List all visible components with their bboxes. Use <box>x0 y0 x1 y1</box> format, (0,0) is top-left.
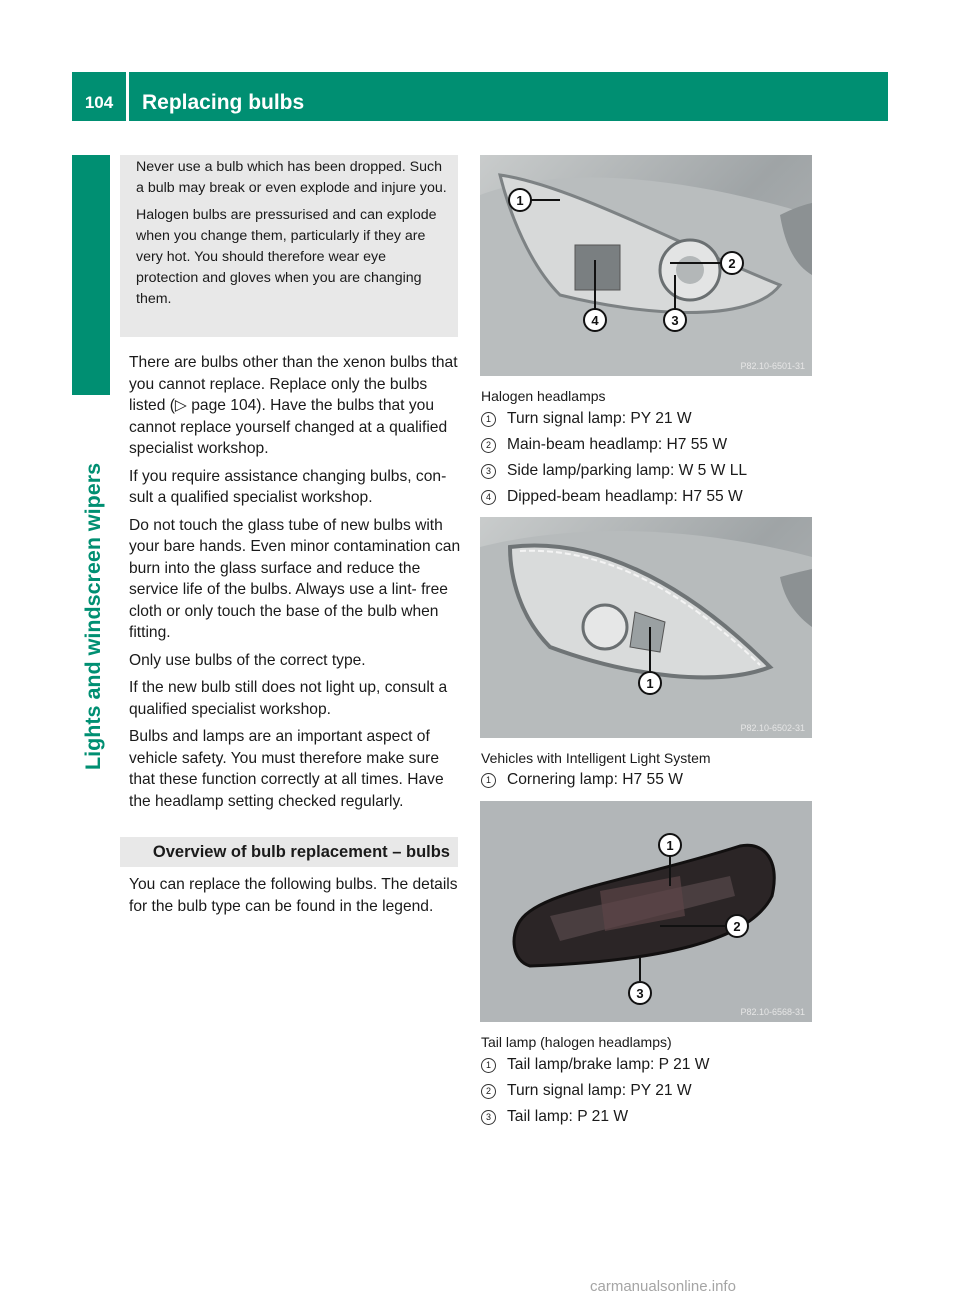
legend-item <box>481 435 727 455</box>
legend-number: 3 <box>481 464 496 479</box>
watermark: carmanualsonline.info <box>590 1278 736 1295</box>
overview-text: You can replace the following bulbs. The details for the bulb type can be found in the legend. <box>129 876 458 915</box>
warning-paragraph: Never use a bulb which has been dropped. Such a bulb may break or even explode and injure you. <box>136 159 447 196</box>
legend-number: 4 <box>481 490 496 505</box>
left-column <box>129 352 461 818</box>
figure-intelligent-light <box>480 517 812 738</box>
body-paragraph: If the new bulb still does not light up, consult a qualified specialist workshop. <box>129 679 448 718</box>
legend-text: Dipped-beam headlamp: H7 55 W <box>507 488 743 505</box>
legend-item <box>481 1055 710 1075</box>
legend-item <box>481 770 683 790</box>
figure-code: P82.10-6501-31 <box>740 361 805 371</box>
callout-label: 1 <box>646 676 654 691</box>
chapter-label-text: Lights and windscreen wipers <box>81 462 105 770</box>
section-heading: Overview of bulb replacement – bulbs <box>120 837 458 867</box>
figure-caption: Halogen headlamps <box>481 388 606 404</box>
legend-number: 2 <box>481 1084 496 1099</box>
legend-text: Main-beam headlamp: H7 55 W <box>507 436 728 453</box>
body-paragraph: There are bulbs other than the xenon bulbs that you cannot replace. Replace only the bulbs listed (▷ page 104). Have the bulbs that you cannot replace yourself changed at a qualified specialist workshop. <box>129 354 458 457</box>
body-paragraph: Bulbs and lamps are an important aspect of vehicle safety. You must therefore make sure that these function correctly at all times. Have the headlamp setting checked regularly. <box>129 728 444 810</box>
figure-caption: Vehicles with Intelligent Light System <box>481 750 711 766</box>
body-paragraph: If you require assistance changing bulbs, con- sult a qualified specialist workshop. <box>129 467 447 506</box>
legend-text: Tail lamp: P 21 W <box>507 1108 629 1125</box>
legend-item <box>481 1107 628 1127</box>
body-paragraph: Only use bulbs of the correct type. <box>129 651 366 669</box>
figure-caption: Tail lamp (halogen headlamps) <box>481 1034 672 1050</box>
callout-label: 2 <box>733 919 741 934</box>
headlamp-ils-illustration <box>480 517 812 738</box>
tail-lamp-illustration <box>480 801 812 1022</box>
figure-code: P82.10-6568-31 <box>740 1007 805 1017</box>
legend-number: 1 <box>481 412 496 427</box>
legend-number: 2 <box>481 438 496 453</box>
header-divider <box>126 72 129 121</box>
figure-halogen-headlamp <box>480 155 812 376</box>
legend-item <box>481 1081 692 1101</box>
callout-label: 3 <box>671 313 679 328</box>
page-number: 104 <box>84 93 114 112</box>
legend-text: Tail lamp/brake lamp: P 21 W <box>507 1056 710 1073</box>
legend-item <box>481 461 747 481</box>
legend-number: 1 <box>481 1058 496 1073</box>
callout-label: 2 <box>728 256 736 271</box>
figure-code: P82.10-6502-31 <box>740 723 805 733</box>
warning-box <box>120 155 458 337</box>
chapter-tab <box>72 155 110 395</box>
legend-item <box>481 409 692 429</box>
legend-text: Turn signal lamp: PY 21 W <box>507 410 692 427</box>
page-title: Replacing bulbs <box>142 91 305 114</box>
callout-label: 3 <box>636 986 644 1001</box>
warning-paragraph: Halogen bulbs are pressurised and can explode when you change them, particularly if they are very hot. You should therefore wear eye protection and gloves when you are changing them. <box>136 207 437 307</box>
callout-label: 1 <box>516 193 524 208</box>
legend-number: 3 <box>481 1110 496 1125</box>
headlamp-illustration <box>480 155 812 376</box>
overview-text-block <box>129 874 461 923</box>
legend-item <box>481 487 743 507</box>
legend-number: 1 <box>481 773 496 788</box>
callout-label: 4 <box>591 313 599 328</box>
figure-tail-lamp <box>480 801 812 1022</box>
legend-text: Turn signal lamp: PY 21 W <box>507 1082 692 1099</box>
body-paragraph: Do not touch the glass tube of new bulbs with your bare hands. Even minor contamination can burn into the glass surface and reduce the service life of the bulbs. Always use a lint- free cloth or only touch the base of the bulb when fitting. <box>129 516 461 641</box>
legend-text: Side lamp/parking lamp: W 5 W LL <box>507 462 748 479</box>
page-header <box>72 72 888 121</box>
legend-text: Cornering lamp: H7 55 W <box>507 771 683 788</box>
callout-label: 1 <box>666 838 674 853</box>
